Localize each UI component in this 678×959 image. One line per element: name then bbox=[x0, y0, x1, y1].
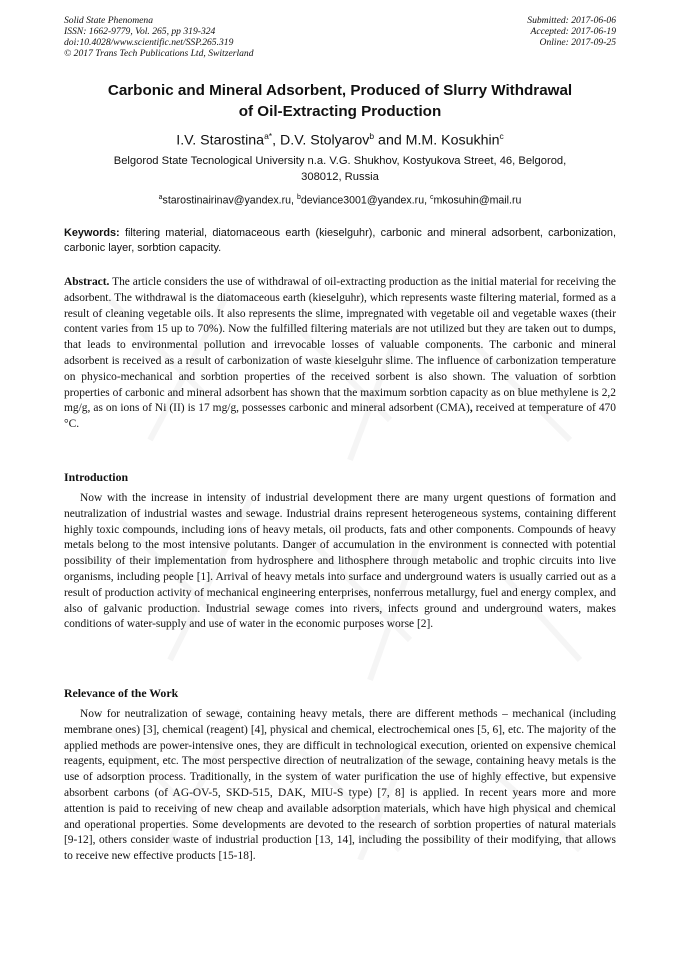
journal-name: Solid State Phenomena bbox=[64, 15, 153, 26]
title-line-2: of Oil-Extracting Production bbox=[238, 103, 442, 120]
keywords-label: Keywords: bbox=[64, 227, 120, 239]
abstract-text: The article considers the use of withdrawal of oil-extracting production as the initial material for receiving the adsorbent. The withdrawal is the diatomaceous earth (kieselguhr), which represents waste filtering material, formed as a result of cleaning vegetable oils. It also represents the slime, impregnated with vegetable oil and vegetable waxes (their content varies from 15 up to 70%). Now the fulfilled filtering materials are not utilized but they are taken out to dumps, that leads to environmental pollution and irrevocable losses of valuable components. The carbonic and mineral adsorbent is received as a result of carbonization of waste kieselguhr slime. The influence of carbonization temperature on physico-mechanical and sorbtion properties of the received sorbent is also shown. The valuation of sorbtion properties of carbonic and mineral adsorbent has shown that the maximum sorbtion capacity as on blue methylene is 2,2 mg/g, as on ions of Ni (II) is 17 mg/g, possesses carbonic and mineral adsorbent (CMA) bbox=[64, 276, 616, 415]
journal-doi: doi:10.4028/www.scientific.net/SSP.265.319 bbox=[64, 37, 234, 48]
relevance-paragraph: Now for neutralization of sewage, containing heavy metals, there are different methods – mechanical (including membrane ones) [3], chemical (reagent) [4], physical and chemical, electrochemical ones [5, 6], etc. The majority of the applied methods are power-intensive ones, they are difficult in technological execution, oriented on expensive chemical reagents, equipment, etc. The most perspective direction of neutralization of the sewage, containing heavy metals is the use of adsorption process. Traditionally, in the system of water purification the use of highly effective, but expensive absorbent carbons (of AG-OV-5, SKD-515, DAK, MIU-S type) [7, 8] is applied. In recent years more and more attention is paid to receiving of new cheap and available adsorption materials, which have high physical and chemical and operational properties. Some developments are devoted to the research of sorbtion properties of natural materials [9-12], others consider waste of industrial production [13, 14], including the possibility of their modifying, that allows to receive new effective products [15-18]. bbox=[64, 708, 616, 863]
author-3-affil: c bbox=[499, 131, 504, 141]
header-right bbox=[527, 15, 616, 48]
journal-copyright: © 2017 Trans Tech Publications Ltd, Switzerland bbox=[64, 48, 254, 59]
email-3: mkosuhin@mail.ru bbox=[433, 194, 522, 207]
abstract-tail: received at temperature of 470 °C. bbox=[64, 402, 616, 431]
author-3: M.M. Kosukhin bbox=[405, 132, 500, 149]
author-1-affil: a* bbox=[264, 131, 273, 141]
email-2-marker: b bbox=[296, 194, 301, 201]
affiliation-line-1: Belgorod State Tecnological University n.a. V.G. Shukhov, Kostyukova Street, 46, Belgorod, bbox=[113, 155, 567, 167]
abstract bbox=[64, 275, 616, 433]
introduction-paragraph: Now with the increase in intensity of industrial development there are many urgent questions of formation and neutralization of industrial wastes and sewage. Industrial drains represent heterogeneous systems, containing different highly toxic compounds, including ions of heavy metals, oil products, fats and other components. Compounds of heavy metals belong to the most intensive polutants. Danger of accumulation in the environment is connected with potential possibility of their implementation from hydrosphere and lithosphere through metabolic and trophic circuits into live organisms, including people [1]. Arrival of heavy metals into surface and underground waters is usually carried out as a result of production activity of mechanical engineering enterprises, nonferrous metallurgy, fuel and energy complex, and also of galvanic production. Industrial sewage comes into rivers, infects ground and underground waters, makes conditions of water-supply and use of water in the economic purposes worse [2]. bbox=[64, 492, 616, 631]
keywords bbox=[64, 226, 616, 255]
abstract-bold-comma: , bbox=[469, 402, 473, 415]
submitted-date: Submitted: 2017-06-06 bbox=[527, 15, 616, 26]
abstract-label: Abstract. bbox=[64, 276, 110, 288]
email-1: starostinairinav@yandex.ru, bbox=[162, 194, 297, 207]
affiliation bbox=[64, 153, 616, 185]
email-2: deviance3001@yandex.ru, bbox=[300, 194, 430, 207]
author-separator: and bbox=[374, 132, 406, 149]
author-2: D.V. Stolyarov bbox=[280, 132, 370, 149]
accepted-date: Accepted: 2017-06-19 bbox=[530, 26, 616, 37]
header-left bbox=[64, 15, 254, 59]
author-emails bbox=[64, 191, 616, 208]
email-3-marker: c bbox=[429, 194, 434, 201]
introduction-heading: Introduction bbox=[64, 470, 129, 484]
keywords-text: filtering material, diatomaceous earth (kieselguhr), carbonic and mineral adsorbent, carbonization, carbonic layer, sorbtion capacity. bbox=[64, 227, 616, 254]
author-1: I.V. Starostina bbox=[176, 132, 265, 149]
online-date: Online: 2017-09-25 bbox=[539, 37, 616, 48]
affiliation-line-2: 308012, Russia bbox=[301, 171, 379, 183]
relevance-heading: Relevance of the Work bbox=[64, 686, 179, 700]
paper-title bbox=[64, 80, 616, 122]
author-2-affil: b bbox=[369, 131, 375, 141]
title-line-1: Carbonic and Mineral Adsorbent, Produced of Slurry Withdrawal bbox=[107, 82, 573, 99]
author-separator: , bbox=[272, 132, 280, 149]
email-1-marker: a bbox=[158, 194, 163, 201]
author-list bbox=[64, 127, 616, 150]
journal-issn: ISSN: 1662-9779, Vol. 265, pp 319-324 bbox=[64, 26, 216, 37]
